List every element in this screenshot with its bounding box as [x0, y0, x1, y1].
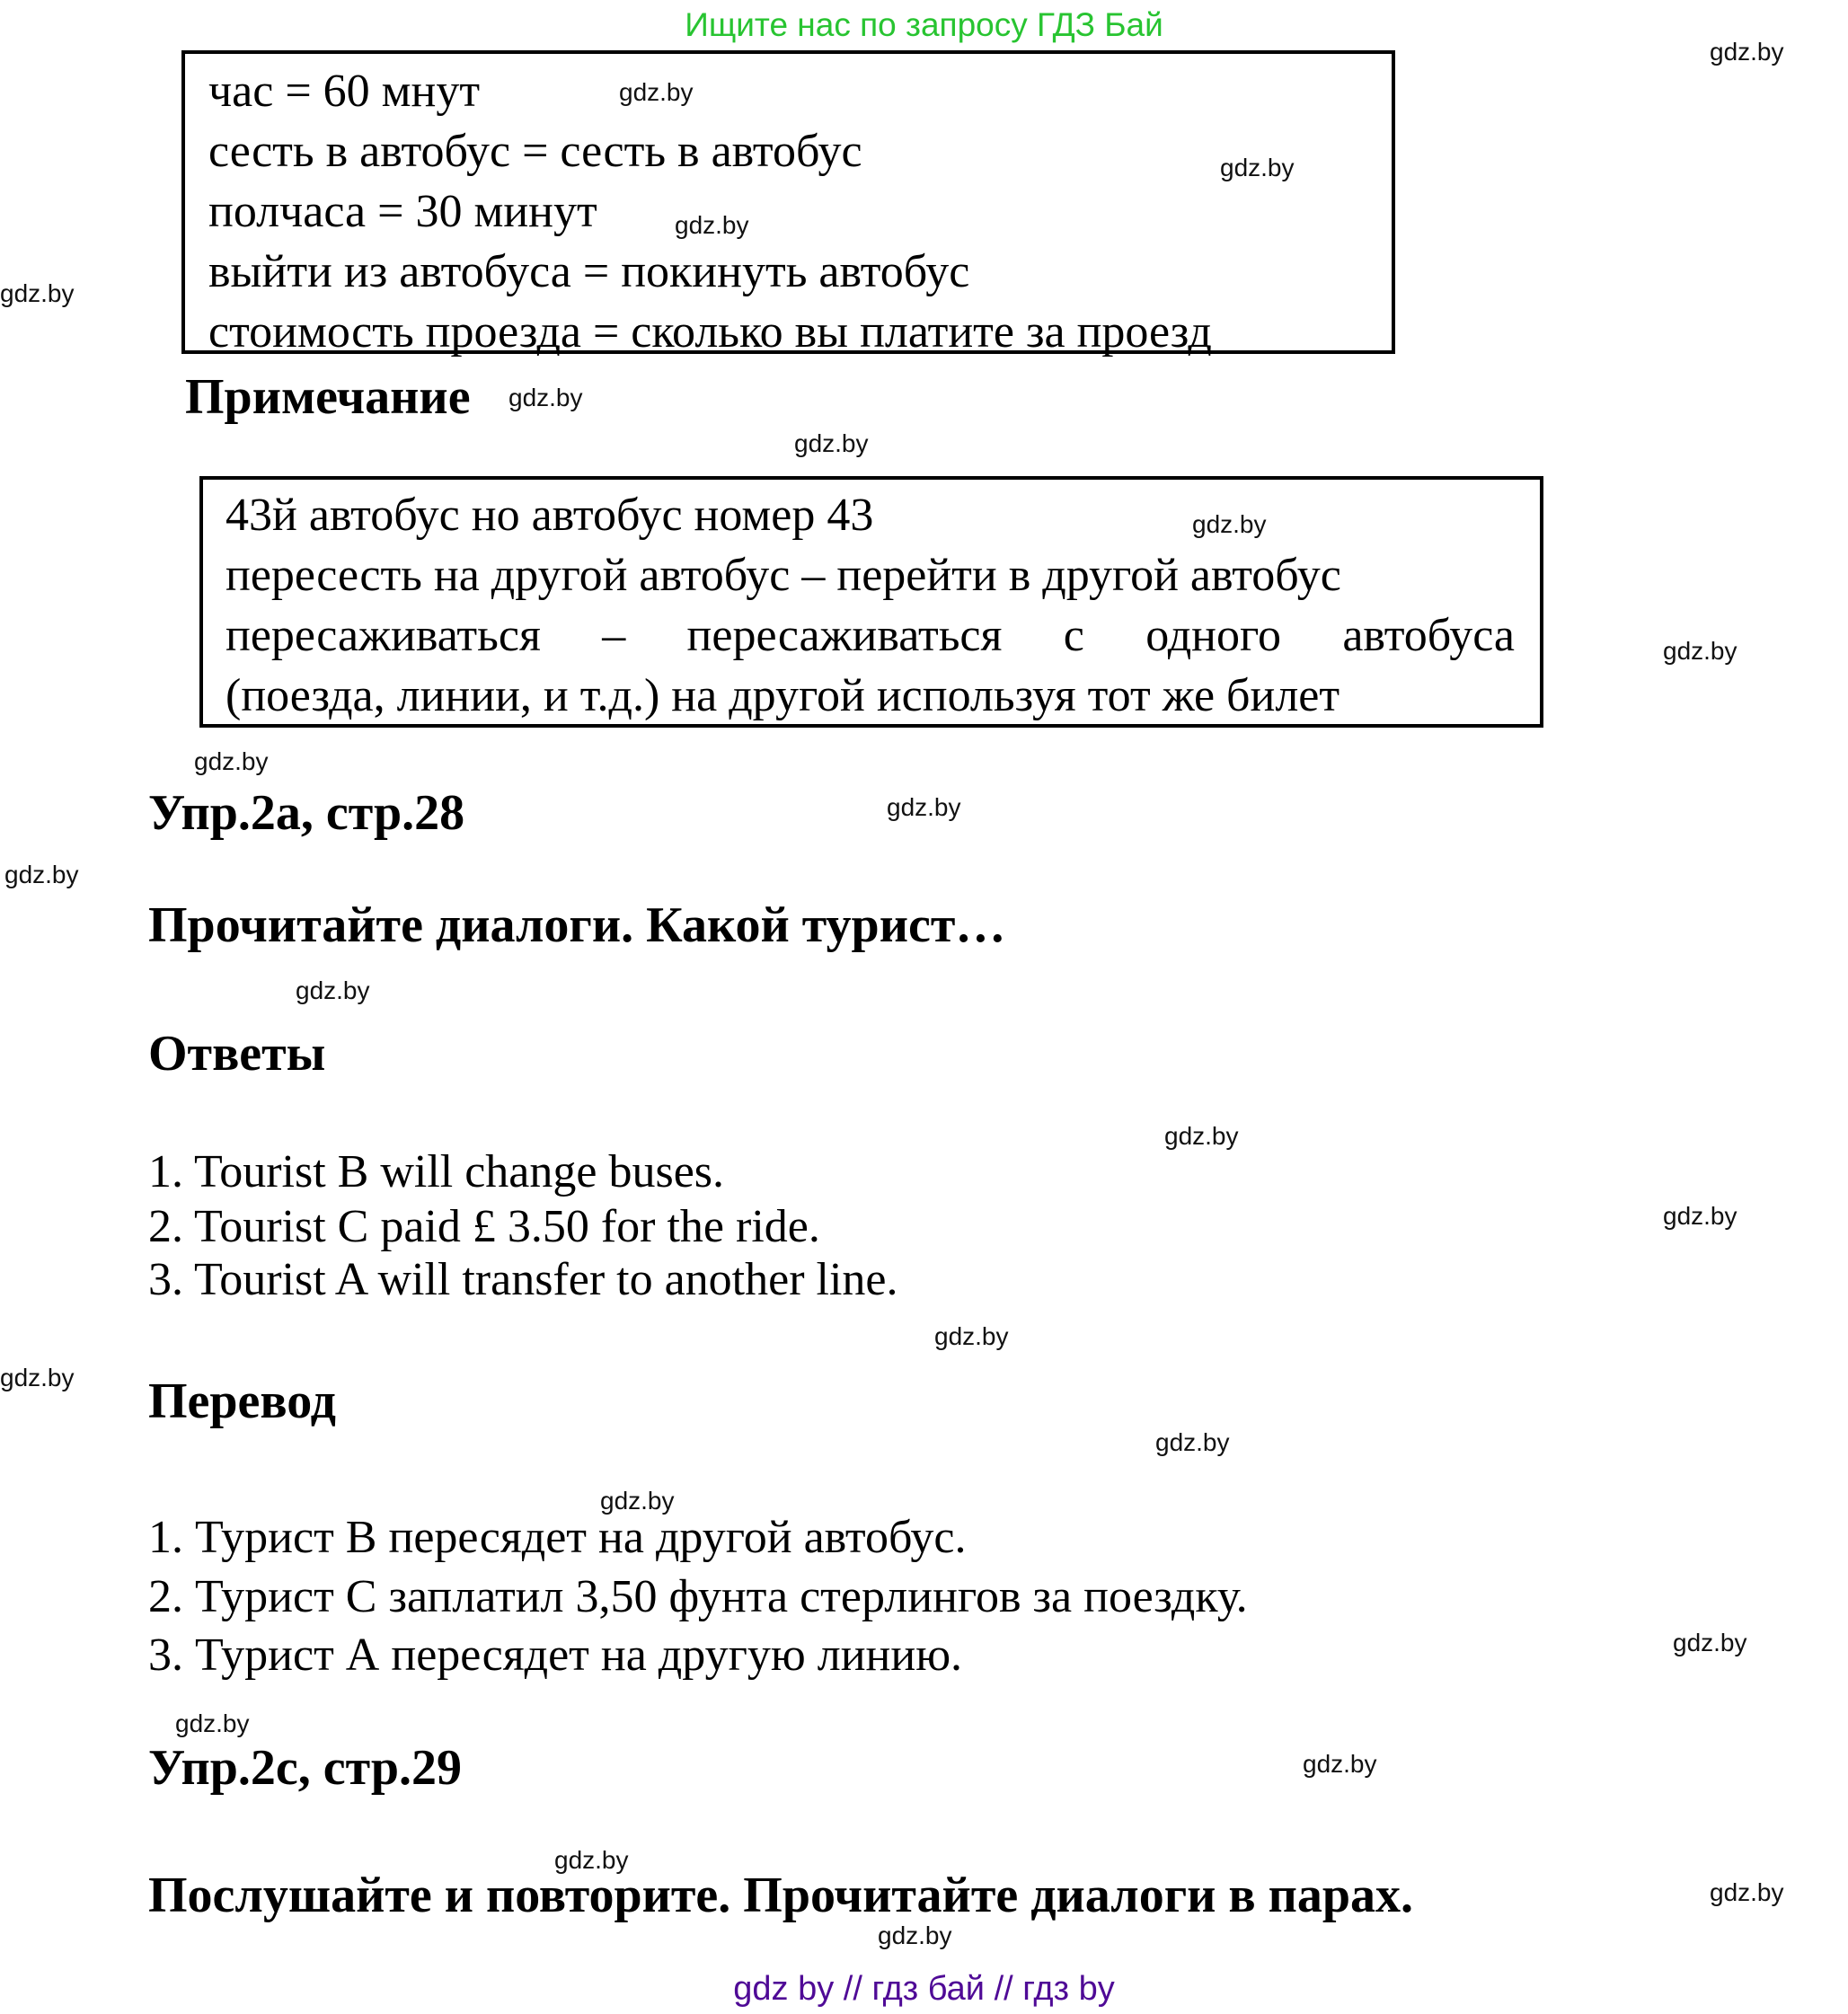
watermark: gdz.by	[878, 1921, 952, 1949]
watermark: gdz.by	[296, 976, 370, 1004]
watermark: gdz.by	[1663, 1202, 1737, 1230]
answer-item: 3. Tourist A will transfer to another line.	[148, 1254, 898, 1305]
watermark: gdz.by	[1663, 637, 1737, 665]
note-line: 43й автобус но автобус номер 43	[225, 490, 874, 541]
watermark: gdz.by	[1155, 1428, 1230, 1456]
watermark: gdz.by	[887, 793, 961, 821]
watermark: gdz.by	[794, 429, 869, 457]
watermark: gdz.by	[1220, 154, 1295, 181]
note-box	[199, 476, 1543, 728]
translation-heading: Перевод	[148, 1374, 336, 1429]
watermark: gdz.by	[600, 1487, 675, 1515]
watermark: gdz.by	[1710, 1878, 1784, 1906]
watermark: gdz.by	[0, 279, 75, 307]
answer-item: 1. Tourist B will change buses.	[148, 1146, 725, 1197]
exercise-2c-task: Послушайте и повторите. Прочитайте диалоги в парах.	[148, 1868, 1414, 1923]
watermark: gdz.by	[1710, 38, 1784, 66]
watermark: gdz.by	[175, 1709, 250, 1737]
note-line: пересесть на другой автобус – перейти в другой автобус	[225, 550, 1341, 601]
watermark: gdz.by	[1673, 1629, 1747, 1656]
vocab-line: выйти из автобуса = покинуть автобус	[208, 246, 970, 297]
watermark: gdz.by	[554, 1846, 629, 1874]
vocab-box	[181, 50, 1395, 358]
vocab-line: час = 60 мнут	[208, 66, 481, 117]
watermark: gdz.by	[0, 1364, 75, 1391]
answers-heading: Ответы	[148, 1026, 326, 1082]
vocab-line: сесть в автобус = сесть в автобус	[208, 126, 862, 177]
promo-banner: Ищите нас по запросу ГДЗ Бай	[685, 6, 1163, 43]
watermark: gdz.by	[934, 1322, 1009, 1350]
vocab-line: стоимость проезда = сколько вы платите за проезд	[208, 306, 1212, 358]
vocab-line: полчаса = 30 минут	[208, 186, 597, 237]
translation-item: 1. Турист В пересядет на другой автобус.	[148, 1512, 967, 1563]
watermark: gdz.by	[675, 211, 749, 239]
answer-item: 2. Tourist C paid £ 3.50 for the ride.	[148, 1201, 820, 1252]
translation-item: 3. Турист А пересядет на другую линию.	[148, 1630, 963, 1681]
watermark: gdz.by	[1192, 510, 1267, 538]
translation-item: 2. Турист С заплатил 3,50 фунта стерлингов за поездку.	[148, 1571, 1248, 1622]
note-line: (поезда, линии, и т.д.) на другой используя тот же билет	[225, 670, 1340, 721]
exercise-2a-task: Прочитайте диалоги. Какой турист…	[148, 897, 1006, 953]
exercise-2a-title: Упр.2а, стр.28	[148, 785, 465, 841]
watermark: gdz.by	[194, 747, 269, 775]
watermark: gdz.by	[508, 384, 583, 411]
watermark: gdz.by	[1164, 1122, 1239, 1150]
watermark: gdz.by	[4, 861, 79, 888]
watermark: gdz.by	[1303, 1750, 1377, 1778]
note-line: пересаживаться – пересаживаться с одного автобуса	[225, 610, 1515, 661]
exercise-2c-title: Упр.2с, стр.29	[148, 1740, 462, 1796]
site-footer: gdz by // гдз бай // гдз by	[733, 1970, 1115, 2008]
note-heading: Примечание	[185, 369, 471, 425]
watermark: gdz.by	[619, 78, 694, 106]
